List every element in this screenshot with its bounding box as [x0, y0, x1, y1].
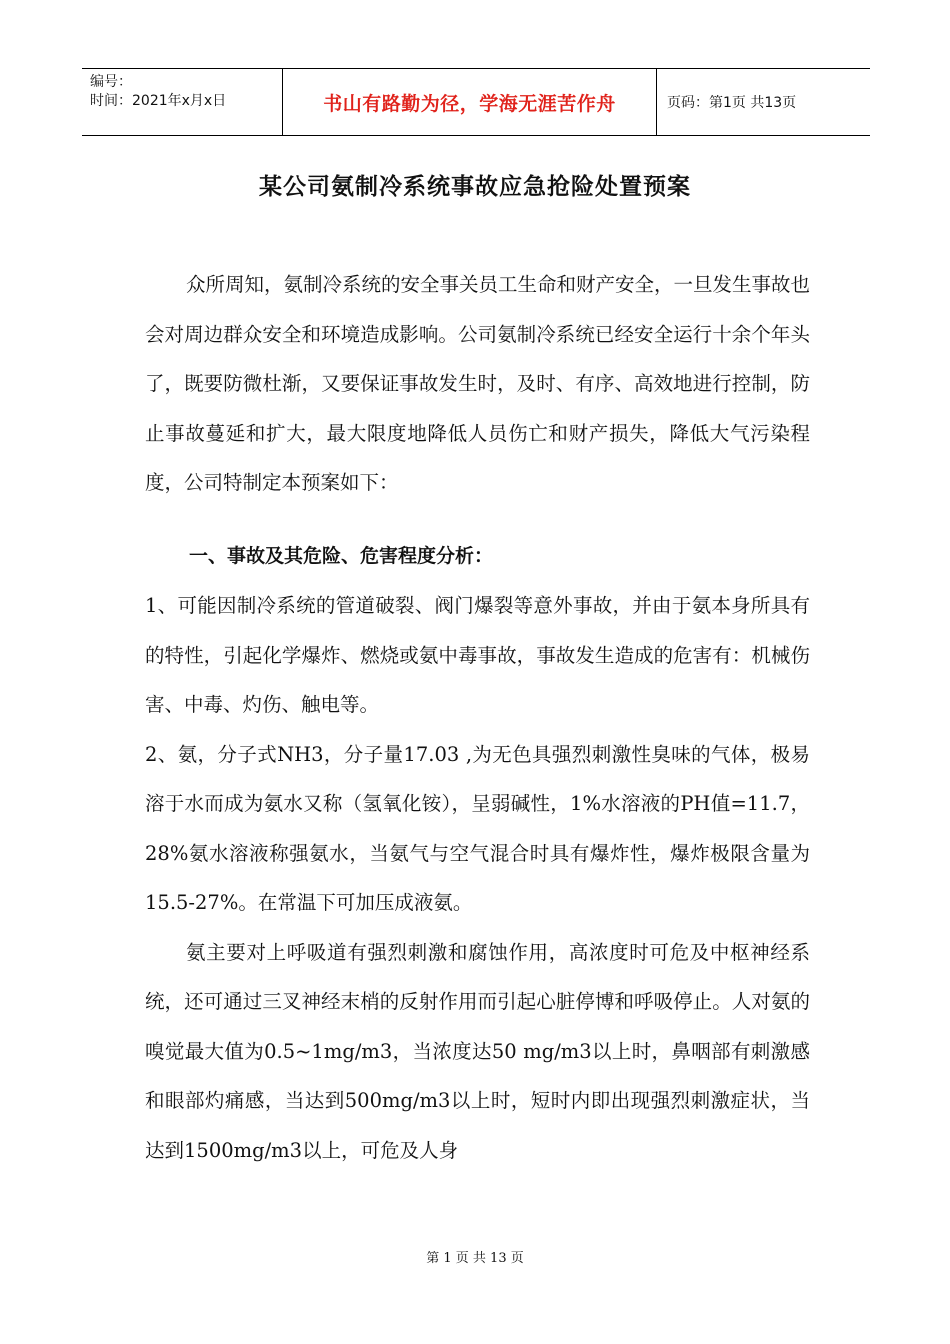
item-2: 2、氨，分子式NH3，分子量17.03 ,为无色具强烈刺激性臭味的气体，极易溶于水而成为氨水又称（氢氧化铵），呈弱碱性，1%水溶液的PH值=11.7，28%氨水溶液称强氨水，当氨气与空气混合时具有爆炸性，爆炸极限含量为15.5-27%。在常温下可加压成液氨。	[145, 742, 810, 914]
page-footer: 第 1 页 共 13 页	[426, 1251, 524, 1266]
number-label: 编号：	[90, 74, 132, 90]
header-table	[82, 68, 870, 136]
motto: 书山有路勤为径，学海无涯苦作舟	[282, 69, 657, 135]
intro-paragraph: 众所周知，氨制冷系统的安全事关员工生命和财产安全，一旦发生事故也会对周边群众安全和环境造成影响。公司氨制冷系统已经安全运行十余个年头了，既要防微杜渐，又要保证事故发生时，及时、有序、高效地进行控制，防止事故蔓延和扩大，最大限度地降低人员伤亡和财产损失，降低大气污染程度，公司特制定本预案如下：	[145, 273, 811, 494]
header-left-cell	[82, 69, 282, 135]
document-title: 某公司氨制冷系统事故应急抢险处置预案	[259, 174, 691, 200]
section-heading: 一、事故及其危险、危害程度分析：	[189, 544, 494, 567]
paragraph-3: 氨主要对上呼吸道有强烈刺激和腐蚀作用，高浓度时可危及中枢神经系统，还可通过三叉神经末梢的反射作用而引起心脏停博和呼吸停止。人对氨的嗅觉最大值为0.5~1mg/m3，当浓度达50 mg/m3以上时，鼻咽部有刺激感和眼部灼痛感，当达到500mg/m3以上时，短时内即出现强烈刺激症状，当达到1500mg/m3以上，可危及人身	[145, 940, 810, 1162]
time-label: 时间：2021年x月x日	[90, 93, 227, 109]
document-body	[145, 260, 810, 1175]
item-1: 1、可能因制冷系统的管道破裂、阀门爆裂等意外事故，并由于氨本身所具有的特性，引起化学爆炸、燃烧或氨中毒事故，事故发生造成的危害有：机械伤害、中毒、灼伤、触电等。	[145, 594, 810, 716]
page-code: 页码：第1页 共13页	[667, 95, 797, 111]
